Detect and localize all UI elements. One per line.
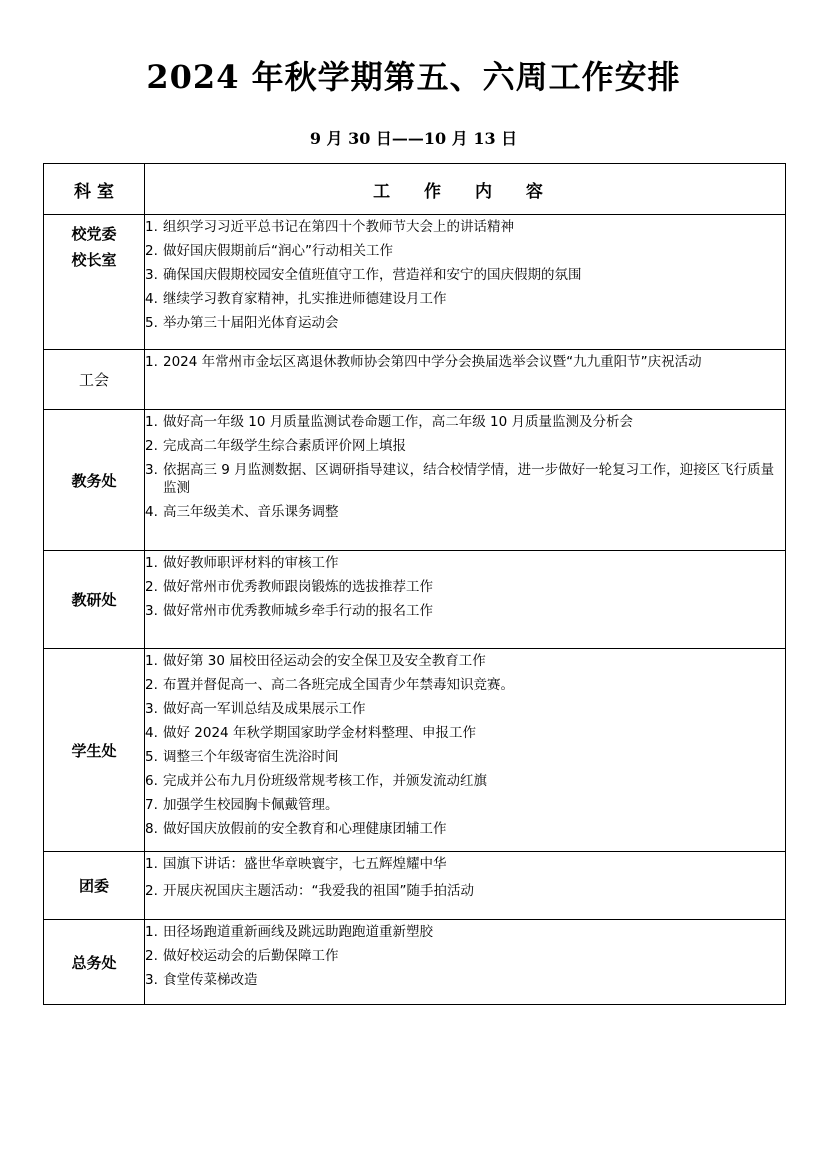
- table-row: [44, 852, 786, 920]
- page-title: 2024 年秋学期第五、六周工作安排: [146, 58, 681, 96]
- dept-name: 校党委: [71, 225, 117, 243]
- list-item: 2. 做好常州市优秀教师跟岗锻炼的选拔推荐工作: [145, 579, 433, 595]
- dept-name: 校长室: [71, 251, 117, 269]
- date-range: 9 月 30 日——10 月 13 日: [309, 129, 518, 148]
- dept-name: 总务处: [71, 953, 117, 972]
- list-item: 2. 布置并督促高一、高二各班完成全国青少年禁毒知识竞赛。: [145, 677, 514, 693]
- list-item: 3. 确保国庆假期校园安全值班值守工作，营造祥和安宁的国庆假期的氛围: [145, 267, 582, 283]
- list-item: 5. 举办第三十届阳光体育运动会: [145, 315, 339, 331]
- list-item: 1. 田径场跑道重新画线及跳远助跑跑道重新塑胶: [145, 924, 433, 940]
- items-cell: [145, 649, 786, 852]
- items-cell: [145, 551, 786, 649]
- list-item: 3. 做好高一军训总结及成果展示工作: [145, 701, 366, 717]
- header-content: 工 作 内 容: [145, 164, 786, 215]
- list-item: 3. 食堂传菜梯改造: [145, 972, 258, 988]
- schedule-table: [43, 163, 786, 1005]
- list-item: 4. 继续学习教育家精神，扎实推进师德建设月工作: [145, 291, 447, 307]
- list-item: 1. 组织学习习近平总书记在第四十个教师节大会上的讲话精神: [145, 219, 514, 235]
- list-item: 8. 做好国庆放假前的安全教育和心理健康团辅工作: [145, 821, 447, 837]
- items-cell: [145, 410, 786, 551]
- items-cell: [145, 852, 786, 920]
- table-row: [44, 920, 786, 1005]
- list-item: 4. 高三年级美术、音乐课务调整: [145, 504, 339, 520]
- list-item: 6. 完成并公布九月份班级常规考核工作，并颁发流动红旗: [145, 773, 487, 789]
- table-row: [44, 410, 786, 551]
- list-item: 3. 依据高三 9 月监测数据、区调研指导建议，结合校情学情，进一步做好一轮复习工作，迎接区飞行质量监测: [145, 462, 775, 496]
- dept-name: 工会: [78, 371, 109, 389]
- list-item: 2. 开展庆祝国庆主题活动：“我爱我的祖国”随手拍活动: [145, 883, 474, 899]
- dept-cell: [44, 350, 145, 410]
- table-row: [44, 350, 786, 410]
- table-row: [44, 551, 786, 649]
- list-item: 2. 做好校运动会的后勤保障工作: [145, 948, 339, 964]
- list-item: 1. 做好第 30 届校田径运动会的安全保卫及安全教育工作: [145, 653, 486, 669]
- table-row: [44, 215, 786, 350]
- dept-cell: [44, 649, 145, 852]
- items-cell: [145, 350, 786, 410]
- list-item: 3. 做好常州市优秀教师城乡牵手行动的报名工作: [145, 603, 433, 619]
- dept-cell: [44, 551, 145, 649]
- list-item: 1. 国旗下讲话：盛世华章映寰宇，七五辉煌耀中华: [145, 856, 447, 872]
- list-item: 1. 做好高一年级 10 月质量监测试卷命题工作，高二年级 10 月质量监测及分析会: [145, 414, 634, 430]
- table-row: [44, 649, 786, 852]
- header-dept: 科 室: [44, 164, 145, 215]
- dept-name: 教研处: [71, 591, 117, 609]
- items-cell: [145, 920, 786, 1005]
- items-cell: [145, 215, 786, 350]
- list-item: 1. 做好教师职评材料的审核工作: [145, 555, 339, 571]
- list-item: 7. 加强学生校园胸卡佩戴管理。: [145, 797, 339, 813]
- dept-name: 学生处: [71, 741, 117, 760]
- dept-name: 教务处: [71, 471, 117, 490]
- dept-cell: [44, 920, 145, 1005]
- list-item: 4. 做好 2024 年秋学期国家助学金材料整理、申报工作: [145, 725, 476, 741]
- list-item: 2. 完成高二年级学生综合素质评价网上填报: [145, 438, 406, 454]
- dept-name: 团委: [78, 877, 109, 895]
- dept-cell: [44, 215, 145, 350]
- list-item: 1. 2024 年常州市金坛区离退休教师协会第四中学分会换届选举会议暨“九九重阳节”庆祝活动: [145, 354, 702, 370]
- list-item: 5. 调整三个年级寄宿生洗浴时间: [145, 749, 339, 765]
- list-item: 2. 做好国庆假期前后“润心”行动相关工作: [145, 243, 393, 259]
- table-header-row: [44, 164, 786, 215]
- dept-cell: [44, 410, 145, 551]
- dept-cell: [44, 852, 145, 920]
